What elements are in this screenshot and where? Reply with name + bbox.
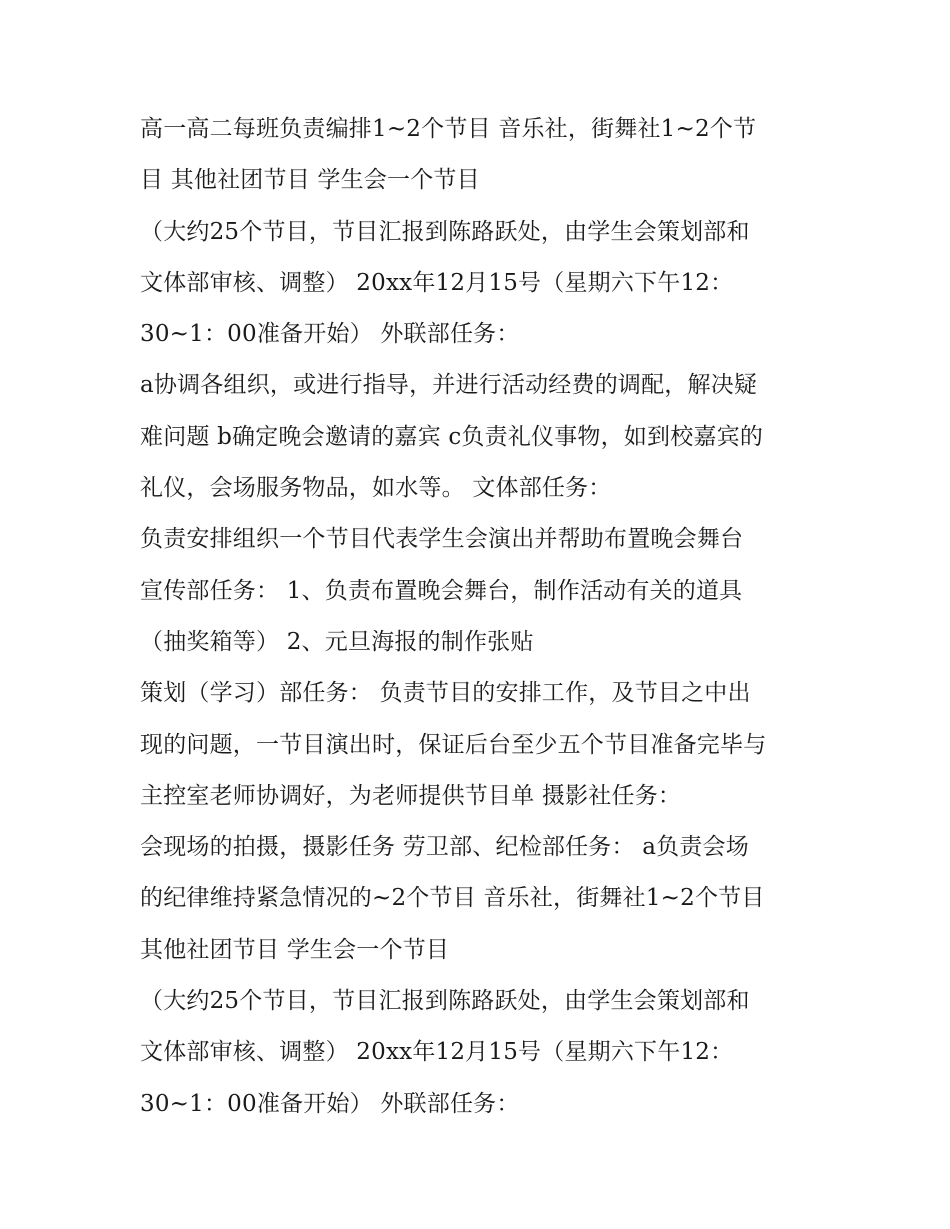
text-line: 会现场的拍摄，摄影任务 劳卫部、纪检部任务： a负责会场 [140,834,749,861]
text-line: 的纪律维持紧急情况的~2个节目 音乐社，街舞社1~2个节目 [140,885,765,912]
text-line: 30~1：00准备开始） 外联部任务： [140,1090,520,1117]
text-line: 宣传部任务： 1、负责布置晚会舞台，制作活动有关的道具 [140,577,743,604]
text-line: （大约25个节目，节目汇报到陈路跃处，由学生会策划部和 [140,988,750,1015]
text-line: 主控室老师协调好，为老师提供节目单 摄影社任务： [140,782,682,809]
text-line: 策划（学习）部任务： 负责节目的安排工作，及节目之中出 [140,680,751,707]
text-line: （抽奖箱等） 2、元旦海报的制作张贴 [140,628,534,655]
text-line: 目 其他社团节目 学生会一个节目 [140,167,480,194]
text-line: 负责安排组织一个节目代表学生会演出并帮助布置晚会舞台 [140,526,744,553]
text-line: 高一高二每班负责编排1~2个节目 音乐社，街舞社1~2个节 [140,116,757,142]
text-line: 难问题 b确定晚会邀请的嘉宾 c负责礼仪事物，如到校嘉宾的 [140,423,764,450]
text-line: 其他社团节目 学生会一个节目 [140,936,450,963]
text-line: 礼仪，会场服务物品，如水等。 文体部任务： [140,475,612,502]
text-line: a协调各组织，或进行指导，并进行活动经费的调配，解决疑 [140,372,758,399]
text-line: （大约25个节目，节目汇报到陈路跃处，由学生会策划部和 [140,218,750,245]
text-line: 文体部审核、调整） 20xx年12月15号（星期六下午12： [140,269,734,296]
text-line: 文体部审核、调整） 20xx年12月15号（星期六下午12： [140,1039,734,1066]
text-line: 30~1：00准备开始） 外联部任务： [140,321,520,348]
text-line: 现的问题，一节目演出时，保证后台至少五个节目准备完毕与 [140,731,767,758]
body-text [140,104,820,1130]
